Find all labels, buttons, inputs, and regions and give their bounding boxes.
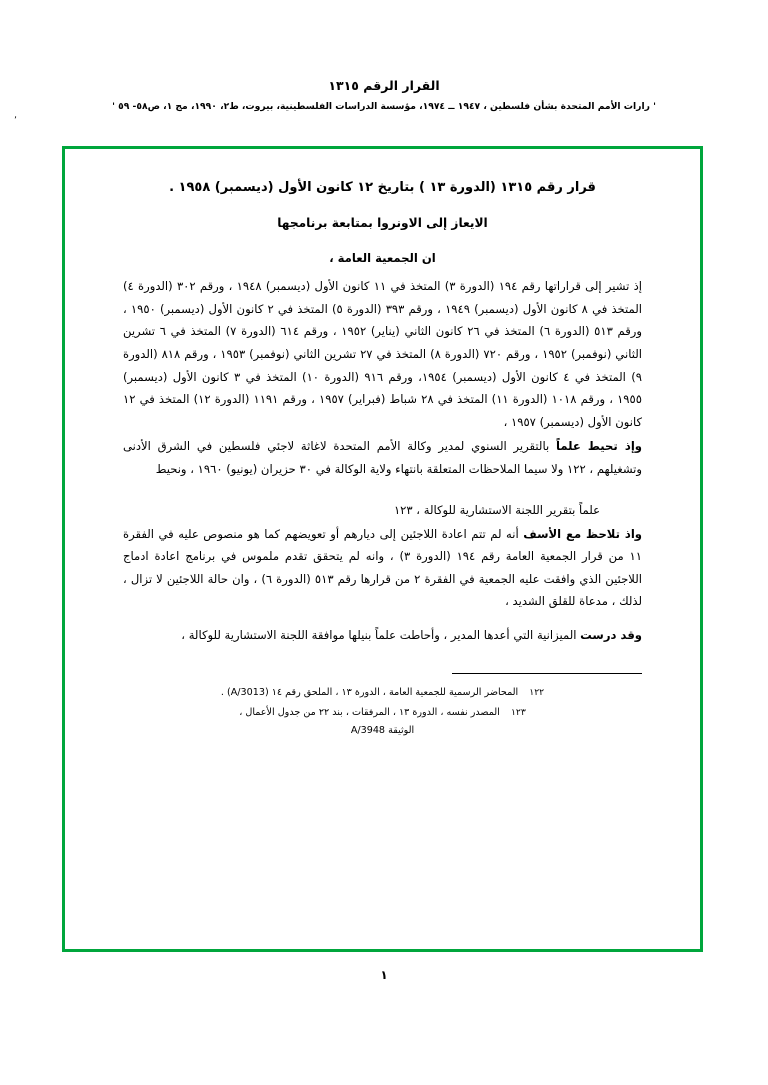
footnote-123-text: المصدر نفسه ، الدورة ١٣ ، المرفقات ، بند ٢٢ من جدول الأعمال ، — [239, 707, 500, 719]
footnote-123-number: ١٢٣ — [510, 707, 526, 719]
resolution-heading: قرار رقم ١٣١٥ (الدورة ١٣ ) بتاريخ ١٢ كانون الأول (ديسمبر) ١٩٥٨ . — [169, 180, 596, 195]
content-frame-inner — [65, 149, 700, 949]
footnote-122 — [123, 684, 642, 702]
document-header — [0, 78, 768, 114]
resolution-title: القرار الرقم ١٣١٥ — [328, 78, 440, 93]
paragraph-budget-text: الميزانية التي أعدها المدير ، وأحاطت علماً بنيلها موافقة اللجنة الاستشارية للوكالة ، — [181, 628, 577, 642]
resolution-subtitle: الايعاز إلى الاونروا بمتابعة برنامجها — [277, 215, 488, 230]
paragraph-regret-lead: واذ تلاحظ مع الأسف — [523, 526, 642, 541]
source-citation: ' رارات الأمم المتحدة بشأن فلسطين ، ١٩٤٧ ــ ١٩٧٤، مؤسسة الدراسات الفلسطينية، بيروت، ط٢، ١٩٩٠، مج ١، ص٥٨- ٥٩ ' — [112, 101, 656, 113]
footnote-divider — [452, 673, 642, 674]
paragraph-recalling: إذ تشير إلى قراراتها رقم ١٩٤ (الدورة ٣) المتخذ في ١١ كانون الأول (ديسمبر) ١٩٤٨ ، ورقم ٣٠٢ (الدورة ٤) المتخذ في ٨ كانون الأول (ديسمبر) ١٩٤٩ ، ورقم ٣٩٣ (الدورة ٥) المتخذ في ٢ كانون الأول (ديسمبر) ١٩٥٠ ، ورقم ٥١٣ (الدورة ٦) المتخذ في ٢٦ كانون الثاني (يناير) ١٩٥٢ ، ورقم ٦١٤ (الدورة ٧) المتخذ في ٦ تشرين الثاني (نوفمبر) ١٩٥٢ ، ورقم ٧٢٠ (الدورة ٨) المتخذ في ٢٧ تشرين الثاني (نوفمبر) ١٩٥٣ ، ورقم ٨١٨ (الدورة ٩) المتخذ في ٤ كانون الأول (ديسمبر) ١٩٥٤، ورقم ٩١٦ (الدورة ١٠) المتخذ في ٣ كانون الأول (ديسمبر) ١٩٥٥ ، ورقم ١٠١٨ (الدورة ١١) المتخذ في ٢٨ شباط (فبراير) ١٩٥٧ ، ورقم ١١٩١ (الدورة ١٢) المتخذ في ١٢ كانون الأول (ديسمبر) ١٩٥٧ ، — [123, 279, 642, 429]
margin-mark: ٬ — [14, 116, 17, 126]
paragraph-regret-text: أنه لم تتم اعادة اللاجئين إلى ديارهم أو تعويضهم كما هو منصوص عليه في الفقرة ١١ من قرار الجمعية العامة رقم ١٩٤ (الدورة ٣) ، وانه لم يتحقق تقدم ملموس في برنامج اعادة ادماج اللاجئين الذي وافقت عليه الجمعية في الفقرة ٢ من قرارها رقم ٥١٣ (الدورة ٦) ، وان حالة اللاجئين لا تزال ، لذلك ، مدعاة للقلق الشديد ، — [123, 526, 642, 609]
footnote-123-second-line: الوثيقة A/3948 — [350, 725, 415, 737]
paragraph-budget-lead: وقد درست — [580, 628, 642, 642]
paragraph-noting-text: بالتقرير السنوي لمدير وكالة الأمم المتحدة لاغاثة لاجئي فلسطين في الشرق الأدنى وتشغيلهم ، ١٢٢ ولا سيما الملاحظات المتعلقة بانتهاء ولاية الوكالة في ٣٠ حزيران (يونيو) ١٩٦٠ ، ونحيط — [123, 439, 642, 477]
footnote-122-text: المحاضر الرسمية للجمعية العامة ، الدورة ١٣ ، الملحق رقم ١٤ (A/3013) . — [220, 686, 519, 698]
footnotes-block — [123, 684, 642, 740]
paragraph-noting-lead: وإذ تحيط علماً — [556, 439, 643, 454]
paragraph-advisory: علماً بتقرير اللجنة الاستشارية للوكالة ، ١٢٣ — [393, 502, 600, 517]
page-number: ١ — [380, 968, 388, 982]
assembly-preamble: ان الجمعية العامة ، — [329, 251, 436, 266]
footnote-123 — [123, 704, 642, 739]
footnote-122-number: ١٢٢ — [529, 686, 545, 698]
content-frame — [62, 146, 703, 952]
